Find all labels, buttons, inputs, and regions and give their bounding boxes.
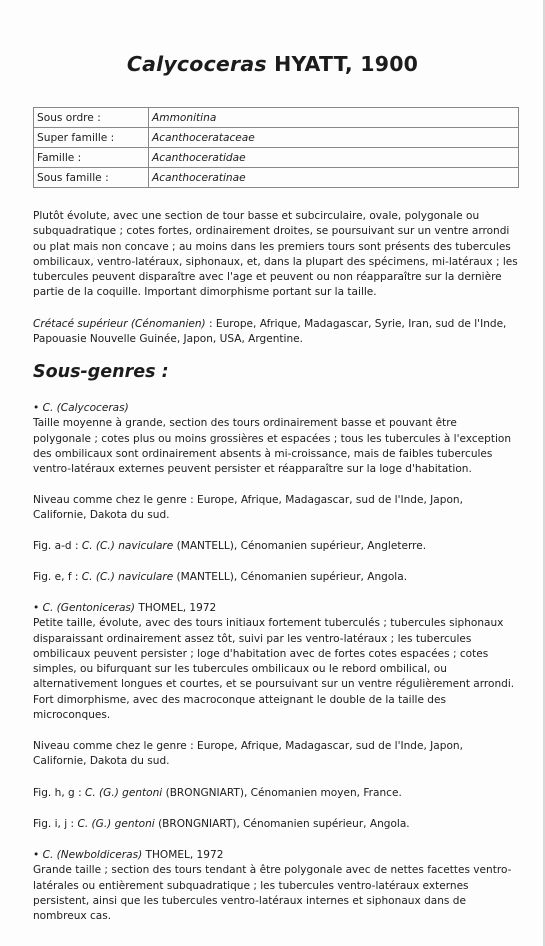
subgenus-author: THOMEL, 1972 xyxy=(135,602,217,614)
text-line xyxy=(33,786,517,801)
rank-label: Super famille : xyxy=(34,128,149,148)
stratigraphic-age: Crétacé supérieur (Cénomanien) xyxy=(33,318,206,330)
taxon-name: Ammonitina xyxy=(149,108,519,128)
text-line: persistent, ainsi que les tubercules ventro-latéraux internes et siphonaux dans de xyxy=(33,894,466,907)
text-line: nombreux cas. xyxy=(33,910,112,923)
subgenus-title xyxy=(33,401,517,416)
rank-label: Famille : xyxy=(34,148,149,168)
text-line: polygonale ; cotes plus ou moins grossières et espacées ; tous les tubercules à l'exception xyxy=(33,432,512,445)
text-line: Niveau comme chez le genre : Europe, Afrique, Madagascar, sud de l'Inde, Japon, xyxy=(33,494,463,506)
figure-label: Fig. i, j : xyxy=(33,818,78,830)
subgenus-gentoniceras xyxy=(33,601,517,723)
subgenera-heading: Sous-genres : xyxy=(33,362,169,382)
genus-author-year: HYATT, 1900 xyxy=(274,52,419,76)
bullet-icon: • xyxy=(33,602,40,614)
text-line: ombilicaux peuvent persister ; loge d'habitation avec de fortes cotes espacées ; cotes xyxy=(33,647,489,660)
subgenus-title xyxy=(33,848,517,863)
bullet-icon: • xyxy=(33,402,40,414)
figure-caption xyxy=(33,817,517,832)
text-line: partie de la coquille. Important dimorphisme portant sur la taille. xyxy=(33,286,377,299)
rank-label: Sous famille : xyxy=(34,168,149,188)
text-line: Taille moyenne à grande, section des tours ordinairement basse et pouvant être xyxy=(33,417,457,430)
text-line: Grande taille ; section des tours tendant à être polygonale avec de nettes facettes ventro- xyxy=(33,864,512,877)
text-line: tubercules peuvent disparaître avec l'age et peuvent ou non réapparaître sur la dernière xyxy=(33,271,502,284)
distribution-text: : Europe, Afrique, Madagascar, Syrie, Iran, sud de l'Inde, xyxy=(205,318,507,330)
text-line xyxy=(33,570,517,585)
rank-label: Sous ordre : xyxy=(34,108,149,128)
classification-table xyxy=(33,107,519,188)
genus-description xyxy=(33,209,517,301)
figure-details: (BRONGNIART), Cénomanien supérieur, Angola. xyxy=(154,818,410,830)
text-line: latérales ou entièrement subquadratique ; les tubercules ventro-latéraux externes xyxy=(33,879,469,892)
taxon-name: Acanthoceratidae xyxy=(149,148,519,168)
table-row xyxy=(34,168,519,188)
subgenus-name: C. (Gentoniceras) xyxy=(42,602,136,614)
figure-details: (MANTELL), Cénomanien supérieur, Angleterre. xyxy=(173,540,427,552)
text-line: Fort dimorphisme, avec des macroconque atteignant le double de la taille des xyxy=(33,693,446,706)
text-line: simples, ou bifurquant sur les tubercules ombilicaux ou le rebord ombilical, ou xyxy=(33,663,447,676)
text-line xyxy=(33,317,517,332)
text-line: Petite taille, évolute, avec des tours initiaux fortement tuberculés ; tubercules siphonaux xyxy=(33,617,504,630)
text-line: des ombilicaux sont ordinairement absents à mi-croissance, mais de faibles tubercules xyxy=(33,447,493,460)
subgenus-title xyxy=(33,601,517,616)
text-line: disparaissant ordinairement assez tôt, suivi par les ventro-latéraux ; les tubercules xyxy=(33,632,472,645)
text-line: microconques. xyxy=(33,709,111,722)
figure-label: Fig. h, g : xyxy=(33,787,85,799)
figure-details: (BRONGNIART), Cénomanien moyen, France. xyxy=(162,787,402,799)
figure-caption xyxy=(33,786,517,801)
bullet-icon: • xyxy=(33,849,40,861)
subgenus-level xyxy=(33,739,517,770)
text-line: ou plat mais non concave ; au moins dans les premiers tours sont présents des tubercules xyxy=(33,240,511,253)
genus-name: Calycoceras xyxy=(126,52,267,76)
text-line xyxy=(33,817,517,832)
stratigraphic-distribution xyxy=(33,317,517,348)
text-line: Californie, Dakota du sud. xyxy=(33,755,170,768)
subgenus-calycoceras xyxy=(33,401,517,477)
figure-label: Fig. e, f : xyxy=(33,571,82,583)
figure-details: (MANTELL), Cénomanien supérieur, Angola. xyxy=(173,571,408,583)
text-line: Niveau comme chez le genre : Europe, Afrique, Madagascar, sud de l'Inde, Japon, xyxy=(33,740,463,752)
taxon-name: Acanthocerataceae xyxy=(149,128,519,148)
subgenus-newboldiceras xyxy=(33,848,517,924)
page-title xyxy=(0,52,545,76)
taxon-name: Acanthoceratinae xyxy=(149,168,519,188)
text-line: Californie, Dakota du sud. xyxy=(33,509,170,522)
species-name: C. (G.) gentoni xyxy=(77,818,155,830)
table-row xyxy=(34,108,519,128)
text-line: Plutôt évolute, avec une section de tour basse et subcirculaire, ovale, polygonale ou xyxy=(33,210,480,222)
species-name: C. (G.) gentoni xyxy=(84,787,163,799)
text-line: subquadratique ; cotes fortes, ordinairement droites, se poursuivant sur un ventre arrondi xyxy=(33,225,510,238)
subgenus-level xyxy=(33,493,517,524)
figure-caption xyxy=(33,570,517,585)
figure-label: Fig. a-d : xyxy=(33,540,82,552)
subgenus-author: THOMEL, 1972 xyxy=(142,849,224,861)
figure-caption xyxy=(33,539,517,554)
table-row xyxy=(34,128,519,148)
species-name: C. (C.) naviculare xyxy=(81,571,174,583)
text-line: ventro-latéraux externes peuvent persister et réapparaître sur la loge d'habitation. xyxy=(33,463,472,476)
subgenus-name: C. (Calycoceras) xyxy=(42,402,129,414)
text-line: alternativement longues et courtes, et se poursuivant sur un ventre régulièrement arrondi. xyxy=(33,678,515,691)
subgenus-name: C. (Newboldiceras) xyxy=(42,849,143,861)
text-line: Papouasie Nouvelle Guinée, Japon, USA, Argentine. xyxy=(33,333,303,346)
table-row xyxy=(34,148,519,168)
text-line xyxy=(33,539,517,554)
species-name: C. (C.) naviculare xyxy=(81,540,174,552)
text-line: ombilicaux, ventro-latéraux, siphonaux, et, dans la plupart des spécimens, mi-latéraux ; les xyxy=(33,255,518,268)
